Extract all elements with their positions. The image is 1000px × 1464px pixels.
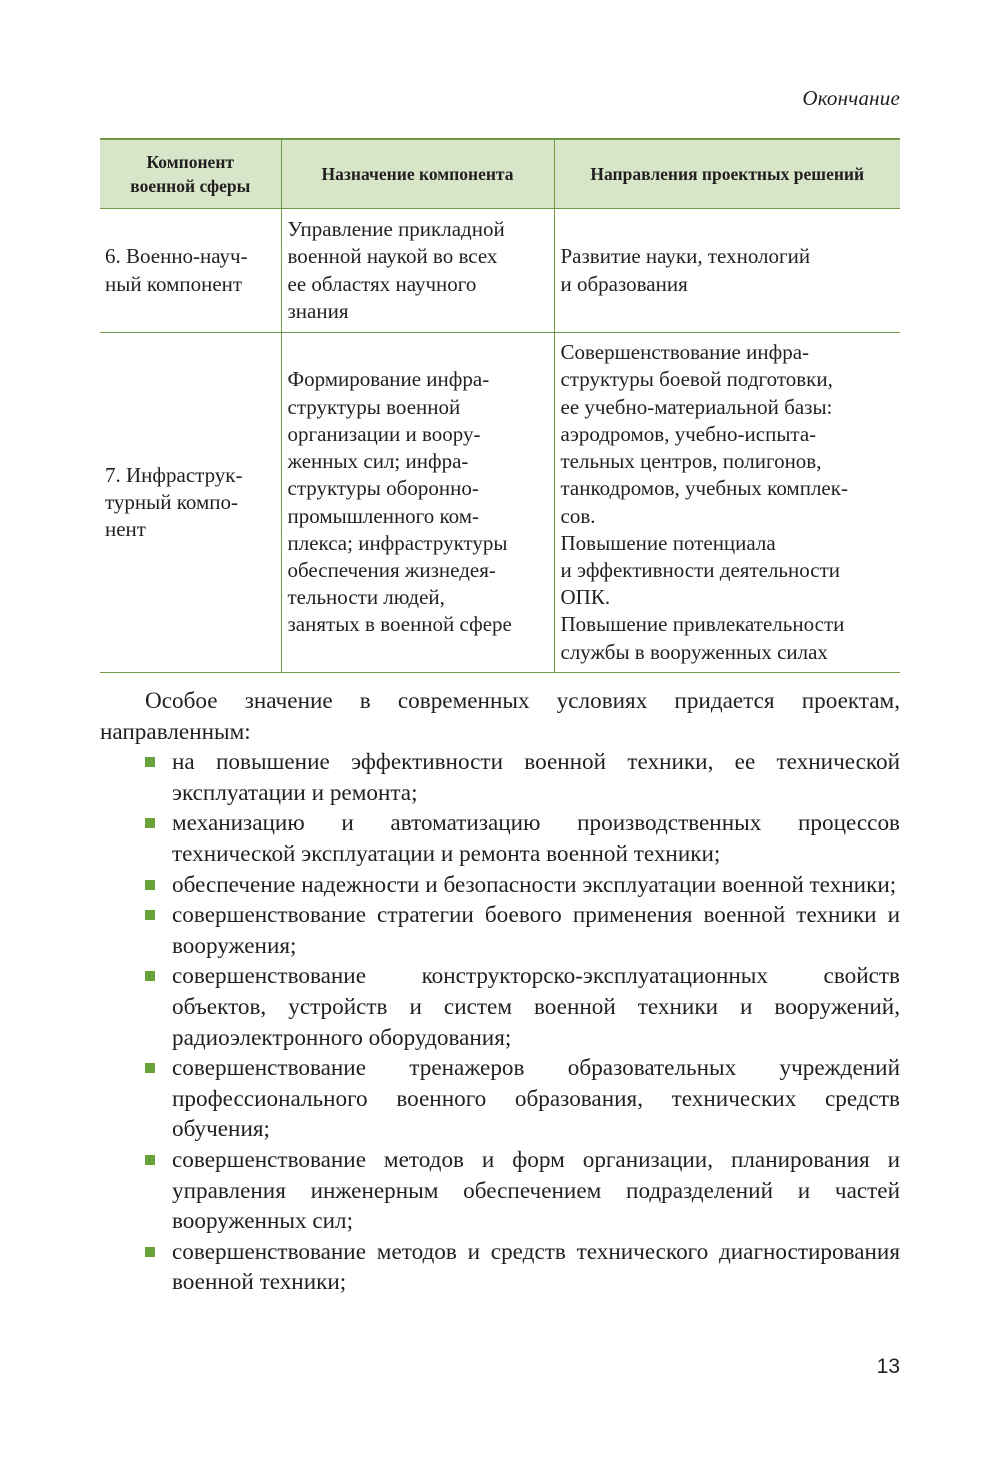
list-item [100,808,900,869]
cell-line: структуры боевой подготовки, [560,367,833,392]
cell-line: турный компо- [105,489,238,514]
table-cell-component [100,333,281,673]
bullet-square-icon [145,1063,155,1073]
table-row [100,209,900,333]
list-item [100,961,900,1053]
cell-line: нент [105,517,146,542]
list-item-text: совершенствование тренажеров образовательных учреждений профессионального военного образования, технических средств обучения; [172,1055,900,1143]
intro-paragraph: Особое значение в современных условиях придается проектам, направленным: [100,688,900,745]
table-header-row [100,139,900,209]
list-item-text: на повышение эффективности военной техники, ее технической эксплуатации и ремонта; [172,749,900,806]
cell-line: Формирование инфра- [287,367,490,392]
header-purpose [281,139,554,209]
table-row [100,333,900,673]
header-line: Назначение компонента [321,164,514,184]
continuation-label: Окончание [802,86,900,110]
cell-line: и образования [560,271,688,296]
bullet-square-icon [145,971,155,981]
components-table [100,138,900,673]
header-component [100,139,281,209]
cell-line: Повышение потенциала [560,530,776,555]
bullet-square-icon [145,880,155,890]
header-line: военной сферы [130,176,251,196]
cell-line: и эффективности деятельности [560,557,841,582]
cell-line: знания [287,298,349,323]
page-number: 13 [876,1355,900,1378]
table-cell-purpose [281,333,554,673]
cell-line: танкодромов, учебных комплек- [560,476,848,501]
bullet-square-icon [145,910,155,920]
cell-line: Повышение привлекательности [560,612,845,637]
header-directions [554,139,900,209]
cell-line: 6. Военно-науч- [105,244,248,269]
cell-line: службы в вооруженных силах [560,639,828,664]
bullet-list [100,747,900,1298]
cell-line: ее областях научного [287,271,477,296]
list-item-text: совершенствование стратегии боевого применения военной техники и вооружения; [172,902,900,959]
list-item [100,1237,900,1298]
header-line: Направления проектных решений [590,164,865,184]
table-cell-directions [554,209,900,333]
list-item [100,870,900,901]
header-line: Компонент [146,152,235,172]
cell-line: организации и воору- [287,421,481,446]
list-item [100,1053,900,1145]
cell-line: занятых в военной сфере [287,612,512,637]
cell-line: обеспечения жизнедея- [287,557,496,582]
bullet-square-icon [145,1155,155,1165]
table-cell-purpose [281,209,554,333]
list-item-text: совершенствование методов и средств технического диагностирования военной техники; [172,1238,900,1296]
cell-line: тельных центров, полигонов, [560,449,822,474]
bullet-square-icon [145,757,155,767]
cell-line: 7. Инфраструк- [105,462,243,487]
cell-line: ее учебно-материальной базы: [560,394,833,419]
cell-line: ОПК. [560,585,611,610]
list-item-text: совершенствование конструкторско-эксплуатационных свойств объектов, устройств и систем военной техники и вооружений, радиоэлектронного оборудования; [172,963,900,1051]
bullet-square-icon [145,1247,155,1257]
list-item-text: механизацию и автоматизацию производственных процессов технической эксплуатации и ремонта военной техники; [172,810,900,867]
list-item [100,900,900,961]
cell-line: структуры оборонно- [287,476,479,501]
cell-line: Совершенствование инфра- [560,340,810,365]
cell-line: Управление прикладной [287,217,505,242]
table-cell-directions [554,333,900,673]
table-cell-component [100,209,281,333]
cell-line: сов. [560,503,596,528]
cell-line: женных сил; инфра- [287,449,469,474]
cell-line: военной наукой во всех [287,244,498,269]
cell-line: Развитие науки, технологий [560,244,811,269]
cell-line: плекса; инфраструктуры [287,530,508,555]
bullet-square-icon [145,818,155,828]
cell-line: промышленного ком- [287,503,480,528]
body-text [100,686,900,1298]
list-item-text: совершенствование методов и форм организации, планирования и управления инженерным обеспечением подразделений и частей вооруженных сил; [172,1146,900,1235]
cell-line: тельности людей, [287,585,445,610]
cell-line: структуры военной [287,394,461,419]
list-item [100,1145,900,1237]
list-item [100,747,900,808]
cell-line: аэродромов, учебно-испыта- [560,421,817,446]
cell-line: ный компонент [105,271,243,296]
list-item-text: обеспечение надежности и безопасности эксплуатации военной техники; [172,871,897,898]
